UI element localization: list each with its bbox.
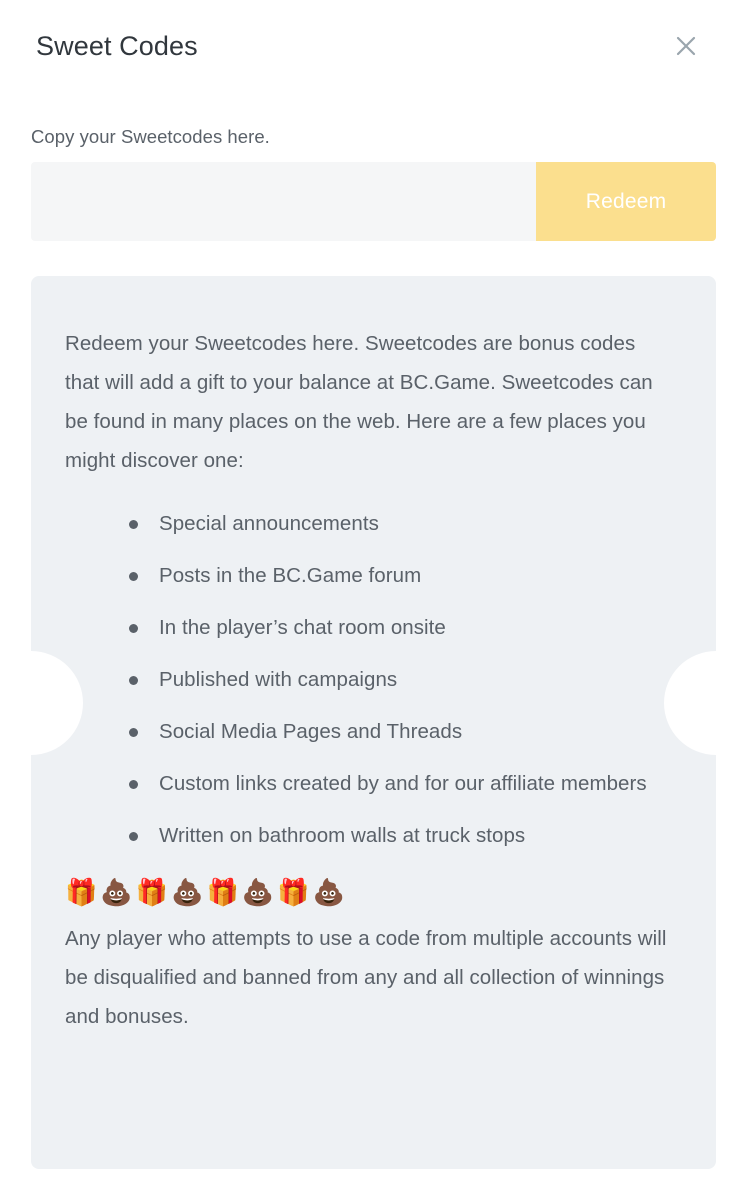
copy-code-label: Copy your Sweetcodes here. — [31, 126, 270, 147]
gift-poop-emoji-row: 🎁💩🎁💩🎁💩🎁💩 — [65, 877, 348, 907]
sweetcode-input[interactable] — [31, 162, 536, 241]
list-item: Special announcements — [129, 508, 674, 539]
info-intro-text: Redeem your Sweetcodes here. Sweetcodes are bonus codes that will add a gift to your balance at BC.Game. Sweetcodes can be found in many places on the web. Here are a few places you might discover one: — [65, 332, 653, 472]
close-icon[interactable] — [666, 26, 706, 66]
info-panel — [31, 276, 716, 1169]
panel-notch-right — [664, 651, 736, 755]
list-item: Social Media Pages and Threads — [129, 716, 674, 747]
list-item: Posts in the BC.Game forum — [129, 560, 674, 591]
list-item: Custom links created by and for our affiliate members — [129, 768, 674, 799]
list-item: Published with campaigns — [129, 664, 674, 695]
modal-header — [0, 0, 736, 92]
redeem-form — [31, 162, 716, 241]
list-item: In the player’s chat room onsite — [129, 612, 674, 643]
disclaimer-text: Any player who attempts to use a code from multiple accounts will be disqualified and banned from any and all collection of winnings and bonuses. — [65, 927, 667, 1028]
list-item: Written on bathroom walls at truck stops — [129, 820, 674, 851]
sweetcode-sources-list — [65, 508, 674, 851]
page-title: Sweet Codes — [36, 30, 198, 61]
redeem-button[interactable]: Redeem — [536, 162, 716, 241]
